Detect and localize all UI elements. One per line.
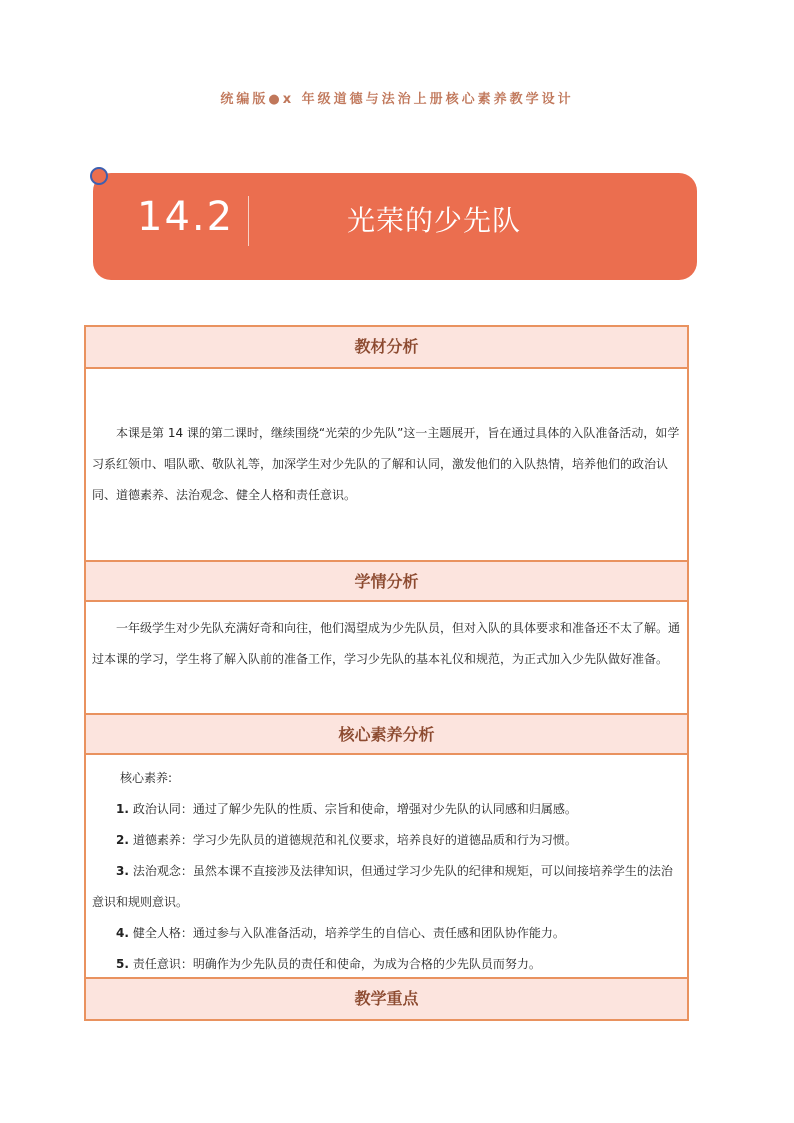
section-body-textbook-analysis bbox=[86, 418, 687, 511]
core-literacy-label: 核心素养: bbox=[120, 771, 173, 785]
section-body-student-analysis bbox=[86, 613, 687, 675]
textbook-analysis-paragraph: 本课是第 14 课的第二课时，继续围绕“光荣的少先队”这一主题展开，旨在通过具体的入队准备活动，如学习系红领巾、唱队歌、敬队礼等，加深学生对少先队的了解和认同，激发他们的入队热情，培养他们的政治认同、道德素养、法治观念、健全人格和责任意识。 bbox=[92, 426, 680, 502]
core-literacy-item bbox=[92, 794, 681, 825]
banner-divider bbox=[248, 196, 249, 246]
core-literacy-item-number: 1. bbox=[116, 802, 129, 816]
section-heading-student-analysis: 学情分析 bbox=[86, 560, 687, 602]
core-literacy-item-number: 4. bbox=[116, 926, 129, 940]
core-literacy-item bbox=[92, 918, 681, 949]
core-literacy-item bbox=[92, 856, 681, 918]
core-literacy-item-number: 2. bbox=[116, 833, 129, 847]
lesson-number: 14.2 bbox=[137, 194, 235, 240]
section-heading-teaching-focus: 教学重点 bbox=[86, 977, 687, 1019]
section-heading-core-literacy: 核心素养分析 bbox=[86, 713, 687, 755]
core-literacy-item-text: 道德素养：学习少先队员的道德规范和礼仪要求，培养良好的道德品质和行为习惯。 bbox=[132, 833, 577, 847]
lesson-design-table bbox=[84, 325, 689, 1021]
core-literacy-item-number: 5. bbox=[116, 957, 129, 971]
core-literacy-item bbox=[92, 825, 681, 856]
core-literacy-item-text: 政治认同：通过了解少先队的性质、宗旨和使命，增强对少先队的认同感和归属感。 bbox=[132, 802, 577, 816]
banner-dot-decoration bbox=[90, 167, 108, 185]
section-body-core-literacy bbox=[86, 763, 687, 980]
core-literacy-item-number: 3. bbox=[116, 864, 129, 878]
running-header: 统编版●x 年级道德与法治上册核心素养教学设计 bbox=[220, 92, 574, 107]
lesson-title: 光荣的少先队 bbox=[347, 204, 522, 237]
section-heading-textbook-analysis: 教材分析 bbox=[86, 327, 687, 369]
core-literacy-item-text: 责任意识：明确作为少先队员的责任和使命，为成为合格的少先队员而努力。 bbox=[132, 957, 541, 971]
student-analysis-paragraph: 一年级学生对少先队充满好奇和向往，他们渴望成为少先队员，但对入队的具体要求和准备还不太了解。通过本课的学习，学生将了解入队前的准备工作，学习少先队的基本礼仪和规范，为正式加入少先队做好准备。 bbox=[92, 621, 681, 666]
core-literacy-item-text: 健全人格：通过参与入队准备活动，培养学生的自信心、责任感和团队协作能力。 bbox=[132, 926, 565, 940]
core-literacy-item-text: 法治观念：虽然本课不直接涉及法律知识，但通过学习少先队的纪律和规矩，可以间接培养学生的法治意识和规则意识。 bbox=[92, 864, 673, 909]
core-literacy-item bbox=[92, 949, 681, 980]
